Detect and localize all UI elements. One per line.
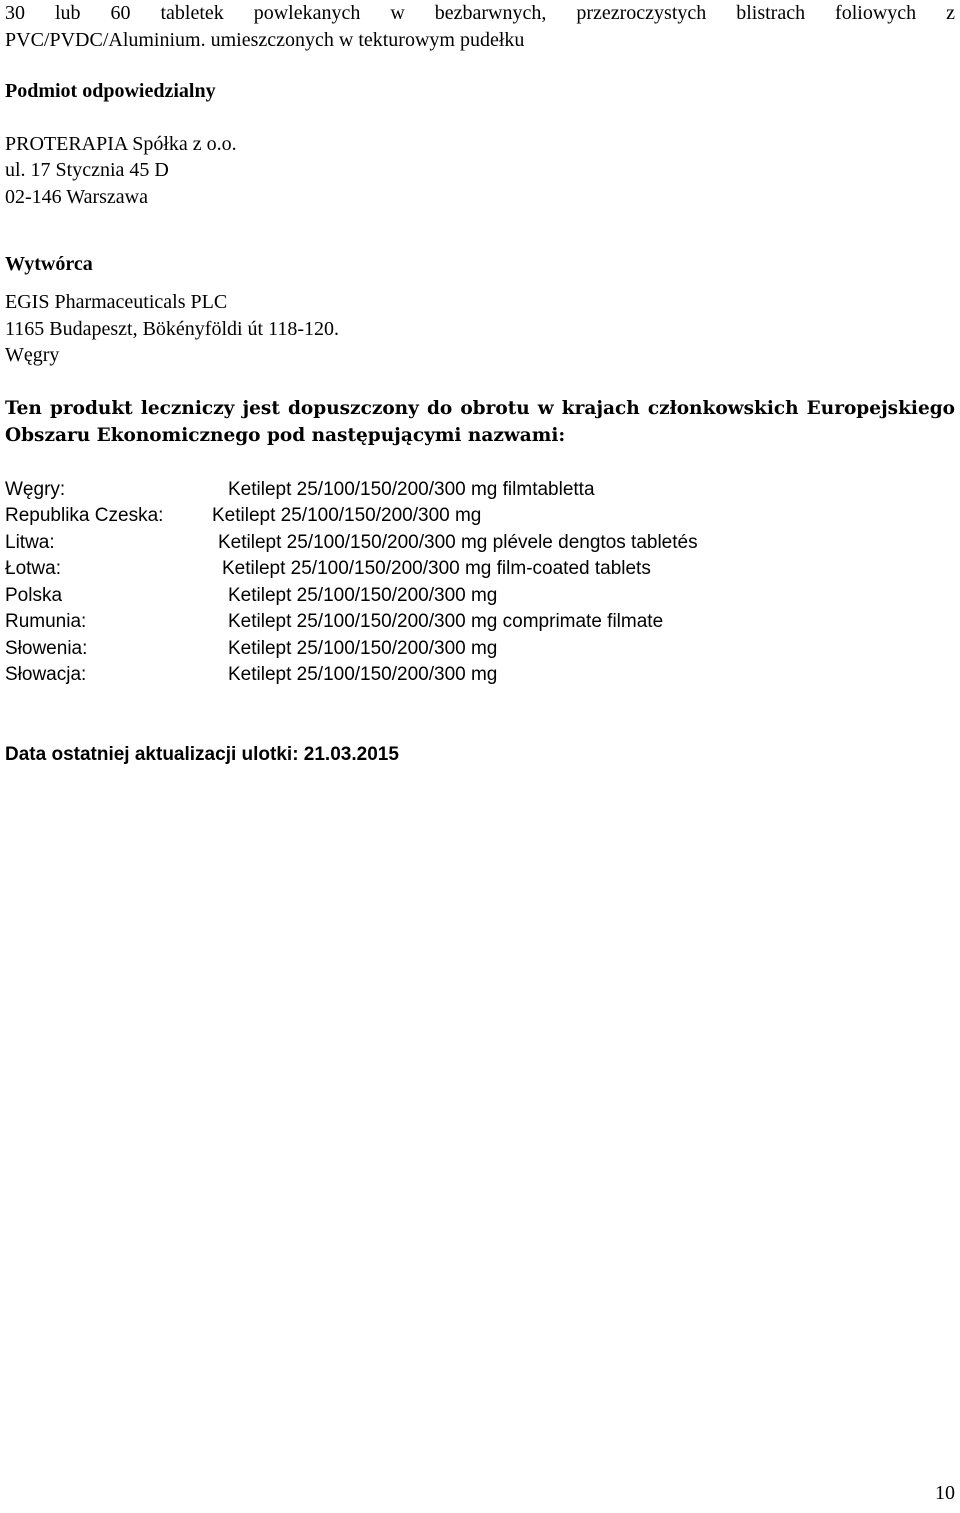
country-label: Słowacja: <box>5 664 87 685</box>
product-name: Ketilept 25/100/150/200/300 mg plévele dengtos tabletés <box>218 532 698 553</box>
country-label: Słowenia: <box>5 638 88 659</box>
responsible-heading: Podmiot odpowiedzialny <box>5 80 216 102</box>
manufacturer-heading: Wytwórca <box>5 253 93 275</box>
country-label: Rumunia: <box>5 611 87 632</box>
country-label: Węgry: <box>5 479 66 500</box>
eea-line-1: Ten produkt leczniczy jest dopuszczony do obrotu w krajach członkowskich Europejskiego <box>5 398 955 419</box>
product-name: Ketilept 25/100/150/200/300 mg comprimate filmate <box>228 611 664 632</box>
product-name: Ketilept 25/100/150/200/300 mg <box>212 505 482 526</box>
country-label: Litwa: <box>5 532 55 553</box>
product-name: Ketilept 25/100/150/200/300 mg film-coated tablets <box>222 558 651 579</box>
product-name: Ketilept 25/100/150/200/300 mg filmtabletta <box>228 479 595 500</box>
country-label: Łotwa: <box>5 558 61 579</box>
product-name: Ketilept 25/100/150/200/300 mg <box>228 664 498 685</box>
manufacturer-name: EGIS Pharmaceuticals PLC <box>5 291 228 313</box>
responsible-name: PROTERAPIA Spółka z o.o. <box>5 133 237 155</box>
packaging-line-2: PVC/PVDC/Aluminium. umieszczonych w tekturowym pudełku <box>5 29 525 51</box>
product-name: Ketilept 25/100/150/200/300 mg <box>228 638 498 659</box>
last-update-date: Data ostatniej aktualizacji ulotki: 21.03.2015 <box>5 744 399 765</box>
country-label: Polska <box>5 585 63 606</box>
country-label: Republika Czeska: <box>5 505 164 526</box>
page-number: 10 <box>935 1482 955 1504</box>
manufacturer-country: Węgry <box>5 344 60 366</box>
product-name: Ketilept 25/100/150/200/300 mg <box>228 585 498 606</box>
responsible-street: ul. 17 Stycznia 45 D <box>5 159 169 181</box>
responsible-city: 02-146 Warszawa <box>5 186 148 208</box>
manufacturer-address: 1165 Budapeszt, Bökényföldi út 118-120. <box>5 318 340 340</box>
packaging-line-1: 30 lub 60 tabletek powlekanych w bezbarwnych, przezroczystych blistrach foliowych z <box>5 2 955 24</box>
eea-line-2: Obszaru Ekonomicznego pod następującymi nazwami: <box>5 425 566 446</box>
